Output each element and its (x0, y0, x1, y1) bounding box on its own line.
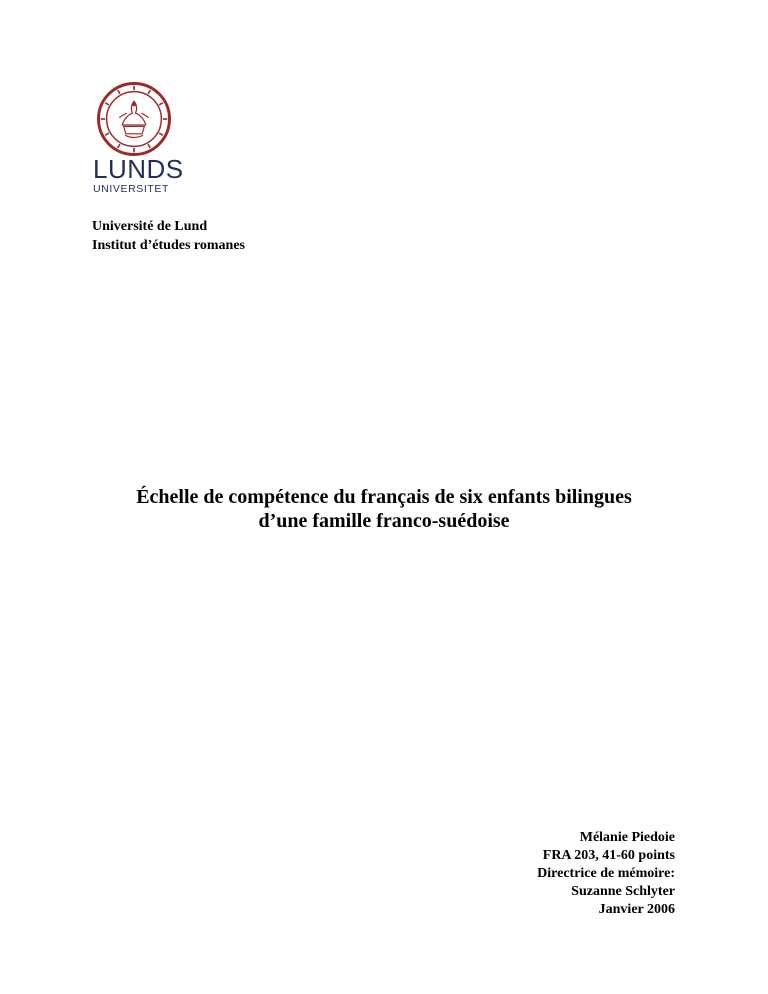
document-title (0, 485, 768, 533)
department-name: Institut d’études romanes (92, 238, 245, 253)
supervisor-name: Suzanne Schlyter (571, 884, 675, 899)
author-name: Mélanie Piedoie (579, 830, 675, 845)
lund-university-seal-icon (97, 82, 171, 156)
university-wordmark (93, 156, 189, 195)
course-info: FRA 203, 41-60 points (542, 848, 675, 863)
institution-block (92, 217, 245, 255)
wordmark-name: LUNDS (93, 154, 184, 184)
document-date: Janvier 2006 (598, 902, 675, 917)
author-block (537, 829, 675, 919)
university-name: Université de Lund (92, 219, 208, 234)
wordmark-subtitle: UNIVERSITET (93, 183, 170, 195)
university-logo (93, 82, 189, 195)
supervisor-label: Directrice de mémoire: (537, 866, 675, 881)
title-line-2: d’une famille franco-suédoise (258, 510, 510, 532)
title-line-1: Échelle de compétence du français de six enfants bilingues (136, 486, 632, 508)
